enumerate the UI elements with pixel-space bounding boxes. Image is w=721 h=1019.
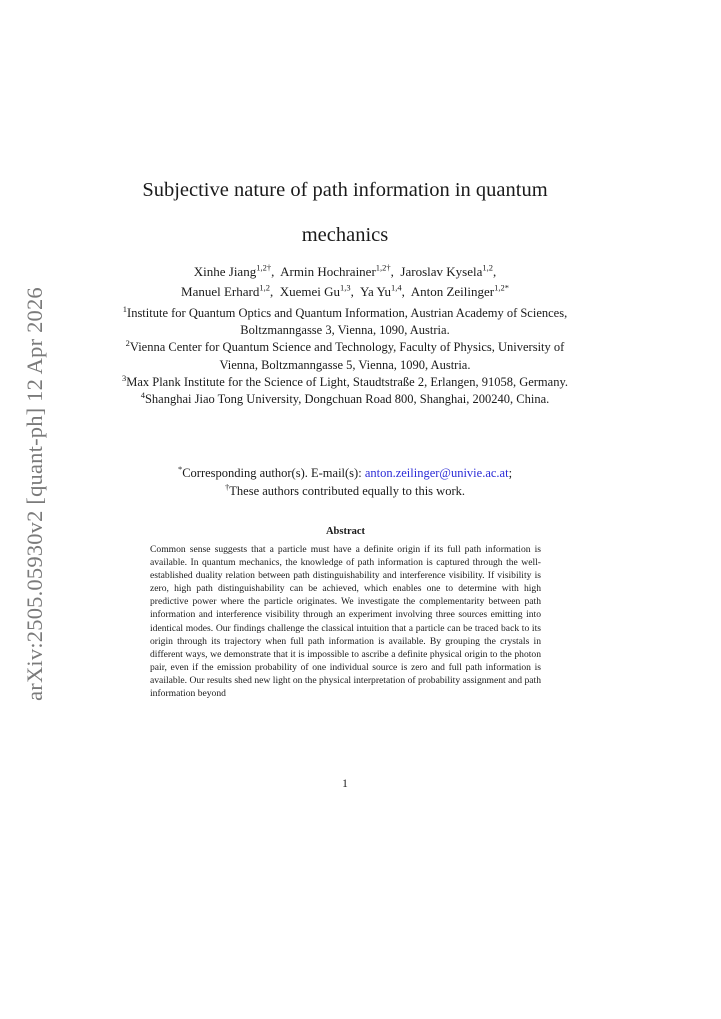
- arxiv-identifier: arXiv:2505.05930v2 [quant-ph] 12 Apr 2026: [22, 287, 47, 701]
- author-affil-mark: 1,2: [259, 282, 270, 293]
- correspondence-note: [120, 465, 570, 500]
- abstract-body: Common sense suggests that a particle must have a definite origin if its full path information is available. In quantum mechanics, the knowledge of path information is captured through the well-established duality relation between path distinguishability and interference visibility. If visibility is zero, high path distinguishability can be achieved, which enables one to determine with high predictive power where the particle originates. We investigate the complementarity between path information and interference visibility through an experiment involving three sources emitting into identical modes. Our findings challenge the classical intuition that a particle can be traced back to its origin through its trajectory when full path information is available. By grouping the crystals in different ways, we demonstrate that it is impossible to ascribe a definite physical origin to the photon pair, even if the emission probability of one individual source is zero and full path information is available. Our results shed new light on the physical interpretation of probability assignment and path information beyond: [150, 544, 541, 700]
- author-affil-mark: 1,4: [391, 282, 402, 293]
- author-affil-mark: 1,2: [482, 262, 493, 273]
- author-affil-mark: 1,2*: [494, 282, 509, 293]
- author-line-1: Xinhe Jiang$^{1,2\dagger}$, Armin Hochrainer$^{1,2\dagger}$, Jaroslav Kysela$^{1,2}$,: [193, 262, 497, 279]
- author-affil-mark: 1,2†: [256, 262, 272, 273]
- affiliation-text: Vienna Center for Quantum Science and Technology, Faculty of Physics, University of Vienna, Boltzmanngasse 5, Vienna, 1090, Austria.: [129, 340, 565, 372]
- author-list: [120, 262, 570, 301]
- arxiv-identifier-stamp: [14, 284, 56, 704]
- author-name: Anton Zeilinger: [410, 283, 495, 299]
- equal-contribution-mark: †: [225, 481, 230, 492]
- affiliation-item: [120, 339, 570, 373]
- affiliation-text: Max Plank Institute for the Science of Light, Staudtstraße 2, Erlangen, 91058, Germany.: [126, 374, 569, 389]
- affiliation-number: 2: [125, 338, 130, 349]
- affiliation-item: [120, 391, 570, 408]
- author-name: Armin Hochrainer: [280, 264, 376, 279]
- corresponding-mark: *: [177, 463, 183, 474]
- affiliation-item: [120, 374, 570, 391]
- affiliation-item: [120, 305, 570, 339]
- affiliation-number: 4: [140, 389, 145, 400]
- author-name: Manuel Erhard: [181, 283, 260, 299]
- page-number: 1: [342, 778, 348, 790]
- author-affil-mark: 1,3: [340, 282, 351, 293]
- corresponding-label: Corresponding author(s). E-mail(s):: [182, 466, 365, 480]
- affiliation-list: [120, 305, 570, 408]
- affiliation-text: Institute for Quantum Optics and Quantum Information, Austrian Academy of Sciences, Boltzmanngasse 3, Vienna, 1090, Austria.: [127, 306, 568, 338]
- author-name: Jaroslav Kysela: [400, 264, 483, 279]
- affiliation-number: 3: [121, 372, 127, 383]
- corresponding-suffix: ;: [508, 466, 513, 480]
- email-link[interactable]: anton.zeilinger@univie.ac.at: [364, 466, 509, 480]
- affiliation-text: Shanghai Jiao Tong University, Dongchuan Road 800, Shanghai, 200240, China.: [144, 392, 550, 407]
- paper-title: Subjective nature of path information in quantum mechanics: [142, 179, 548, 246]
- corresponding-author-line: [120, 465, 570, 483]
- abstract-heading: Abstract: [325, 526, 366, 537]
- author-affil-mark: 1,2†: [375, 262, 391, 273]
- author-name: Ya Yu: [359, 283, 392, 299]
- affiliation-number: 1: [122, 303, 128, 314]
- equal-contribution-text: These authors contributed equally to this work.: [229, 483, 465, 498]
- equal-contribution-line: [120, 483, 570, 501]
- author-name: Xuemei Gu: [279, 283, 341, 299]
- author-name: Xinhe Jiang: [193, 264, 257, 279]
- author-line-2: Manuel Erhard$^{1,2}$, Xuemei Gu$^{1,3}$, Ya Yu$^{1,4}$, Anton Zeilinger$^{1,2*}$: [181, 282, 509, 299]
